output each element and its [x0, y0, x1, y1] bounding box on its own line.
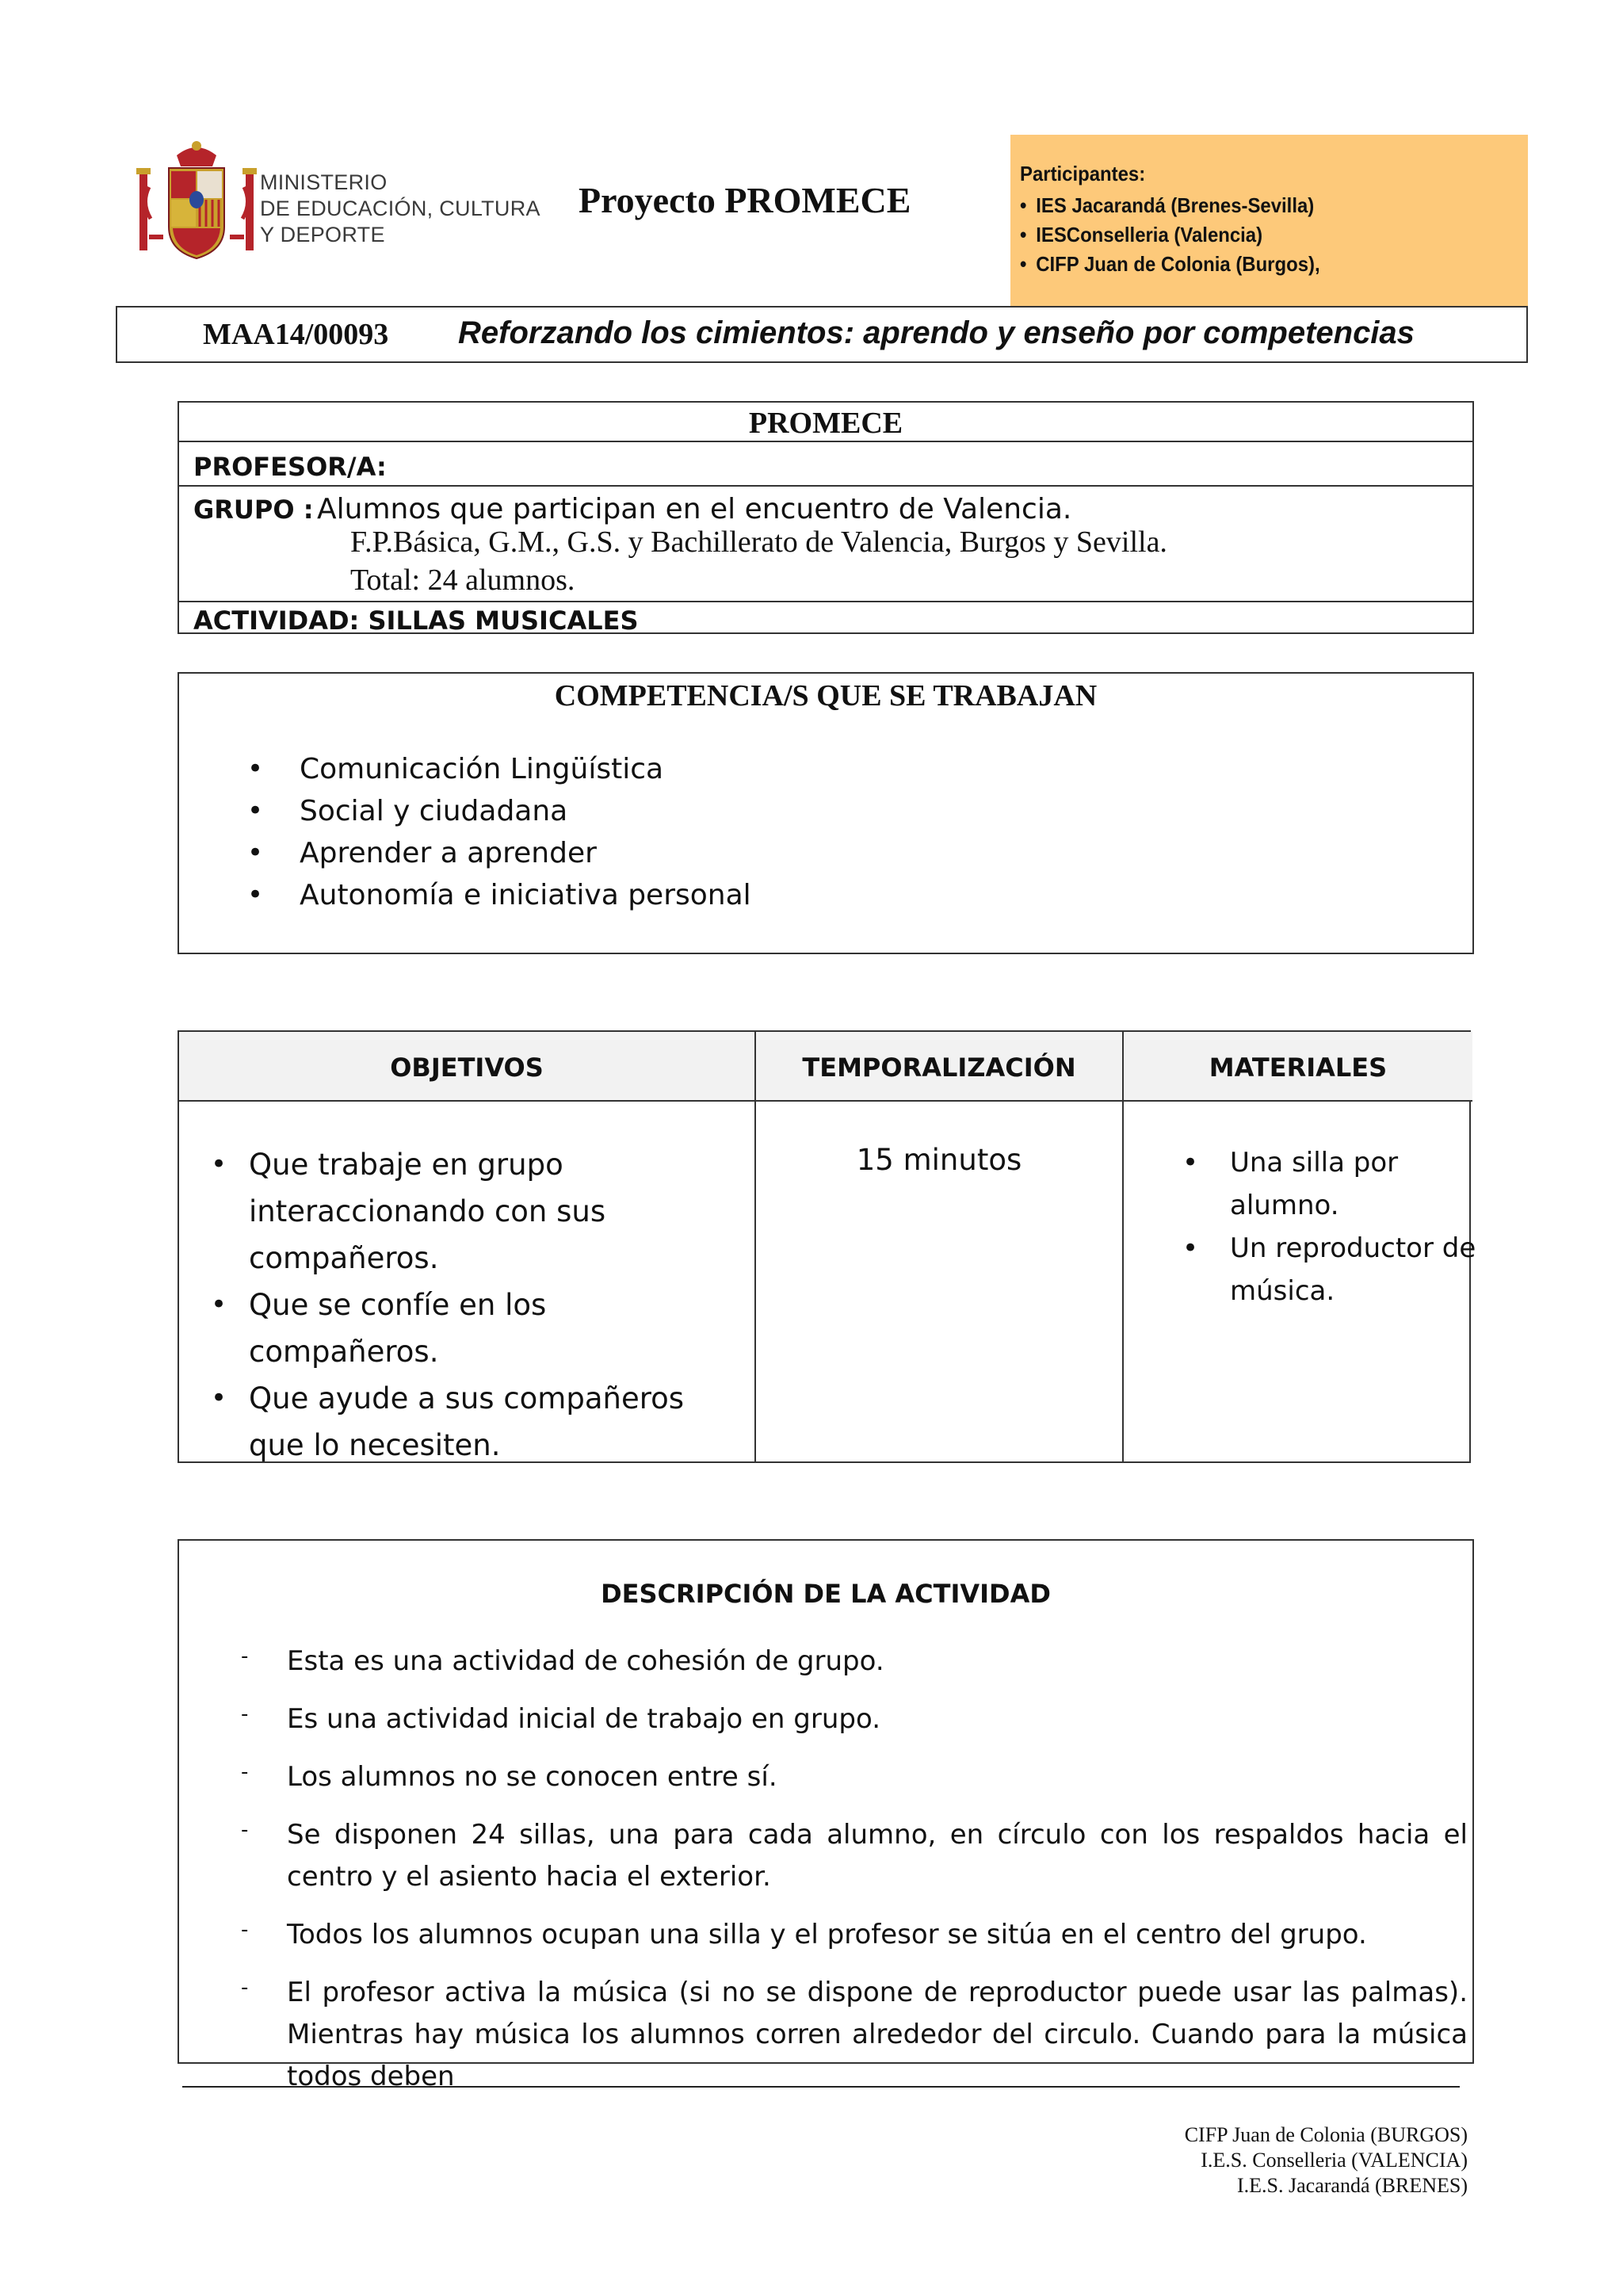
- ministry-line: Y DEPORTE: [260, 223, 385, 246]
- actividad-label: ACTIVIDAD: SILLAS MUSICALES: [193, 606, 639, 636]
- list-item: - Esta es una actividad de cohesión de grupo.: [241, 1645, 884, 1677]
- objetivos-list: [211, 1141, 740, 1469]
- profesor-row: [179, 441, 1472, 485]
- participant-item: • IESConselleria (Valencia): [1020, 223, 1263, 246]
- footer-line: I.E.S. Jacarandá (BRENES): [1237, 2174, 1468, 2197]
- footer-divider: [182, 2086, 1460, 2088]
- actividad-row: [179, 601, 1472, 636]
- list-item: • Social y ciudadana: [247, 795, 568, 827]
- grupo-text: Alumnos que participan en el encuentro de Valencia.: [317, 493, 1072, 525]
- footer-line: CIFP Juan de Colonia (BURGOS): [1184, 2123, 1468, 2146]
- grupo-label: GRUPO :: [193, 495, 314, 525]
- competencias-box: [178, 672, 1474, 954]
- list-item: • Comunicación Lingüística: [247, 753, 664, 785]
- objetivos-column: [179, 1032, 756, 1461]
- project-subtitle: Reforzando los cimientos: aprendo y enseño por competencias: [458, 315, 1415, 350]
- ministry-name: [260, 170, 540, 248]
- list-item: - Se disponen 24 sillas, una para cada alumno, en círculo con los respaldos hacia el centro y el asiento hacia el exterior.: [241, 1818, 1468, 1893]
- list-item: • Que ayude a sus compañeros que lo necesiten.: [211, 1381, 685, 1462]
- column-header: OBJETIVOS: [179, 1032, 754, 1102]
- project-code: MAA14/00093: [203, 318, 389, 351]
- objetivos-table: [178, 1030, 1476, 1463]
- competencias-list: [247, 748, 751, 916]
- project-code-bar: [116, 306, 1528, 363]
- descripcion-box: [178, 1539, 1474, 2092]
- list-item: • Autonomía e iniciativa personal: [247, 879, 751, 911]
- column-header: TEMPORALIZACIÓN: [756, 1032, 1122, 1102]
- list-item: • Que se confíe en los compañeros.: [211, 1288, 547, 1369]
- list-item: • Aprender a aprender: [247, 837, 597, 869]
- grupo-row: [179, 485, 1472, 601]
- descripcion-title: DESCRIPCIÓN DE LA ACTIVIDAD: [601, 1579, 1051, 1609]
- profesor-label: PROFESOR/A:: [193, 452, 387, 482]
- column-header: MATERIALES: [1124, 1032, 1472, 1102]
- list-item: - Todos los alumnos ocupan una silla y el profesor se sitúa en el centro del grupo.: [241, 1918, 1367, 1950]
- grupo-text: F.P.Básica, G.M., G.S. y Bachillerato de Valencia, Burgos y Sevilla.: [350, 525, 1167, 559]
- list-item: - El profesor activa la música (si no se dispone de reproductor puede usar las palmas). Mientras hay música los alumnos corren alrededor del circulo. Cuando para la música todos deben: [241, 1976, 1468, 2092]
- participant-item: • IES Jacarandá (Brenes-Sevilla): [1020, 193, 1315, 217]
- project-title: Proyecto PROMECE: [579, 180, 911, 220]
- footer-institutions: [1185, 2122, 1468, 2199]
- list-item: - Es una actividad inicial de trabajo en grupo.: [241, 1702, 880, 1735]
- competencias-title: COMPETENCIA/S QUE SE TRABAJAN: [554, 679, 1098, 712]
- temporalizacion-column: [756, 1032, 1124, 1461]
- list-item: • Que trabaje en grupo interaccionando con sus compañeros.: [211, 1148, 606, 1275]
- coat-of-arms-logo: [133, 139, 260, 266]
- ministry-line: MINISTERIO: [260, 170, 388, 194]
- activity-info-table: [178, 401, 1474, 634]
- temporalizacion-value: 15 minutos: [856, 1143, 1022, 1177]
- list-item: - Los alumnos no se conocen entre sí.: [241, 1760, 777, 1793]
- footer-line: I.E.S. Conselleria (VALENCIA): [1201, 2149, 1468, 2172]
- grupo-text: Total: 24 alumnos.: [350, 563, 575, 597]
- list-item: • Una silla por alumno.: [1182, 1147, 1399, 1221]
- list-item: • Un reproductor de música.: [1182, 1232, 1476, 1307]
- ministry-line: DE EDUCACIÓN, CULTURA: [260, 197, 540, 220]
- materiales-column: [1124, 1032, 1476, 1461]
- info-table-title: PROMECE: [748, 407, 903, 440]
- participants-box: [1010, 135, 1528, 308]
- materiales-list: [1182, 1141, 1484, 1312]
- participant-item: • CIFP Juan de Colonia (Burgos),: [1020, 252, 1320, 276]
- descripcion-list: [241, 1641, 1468, 2114]
- participants-heading: Participantes:: [1020, 162, 1146, 185]
